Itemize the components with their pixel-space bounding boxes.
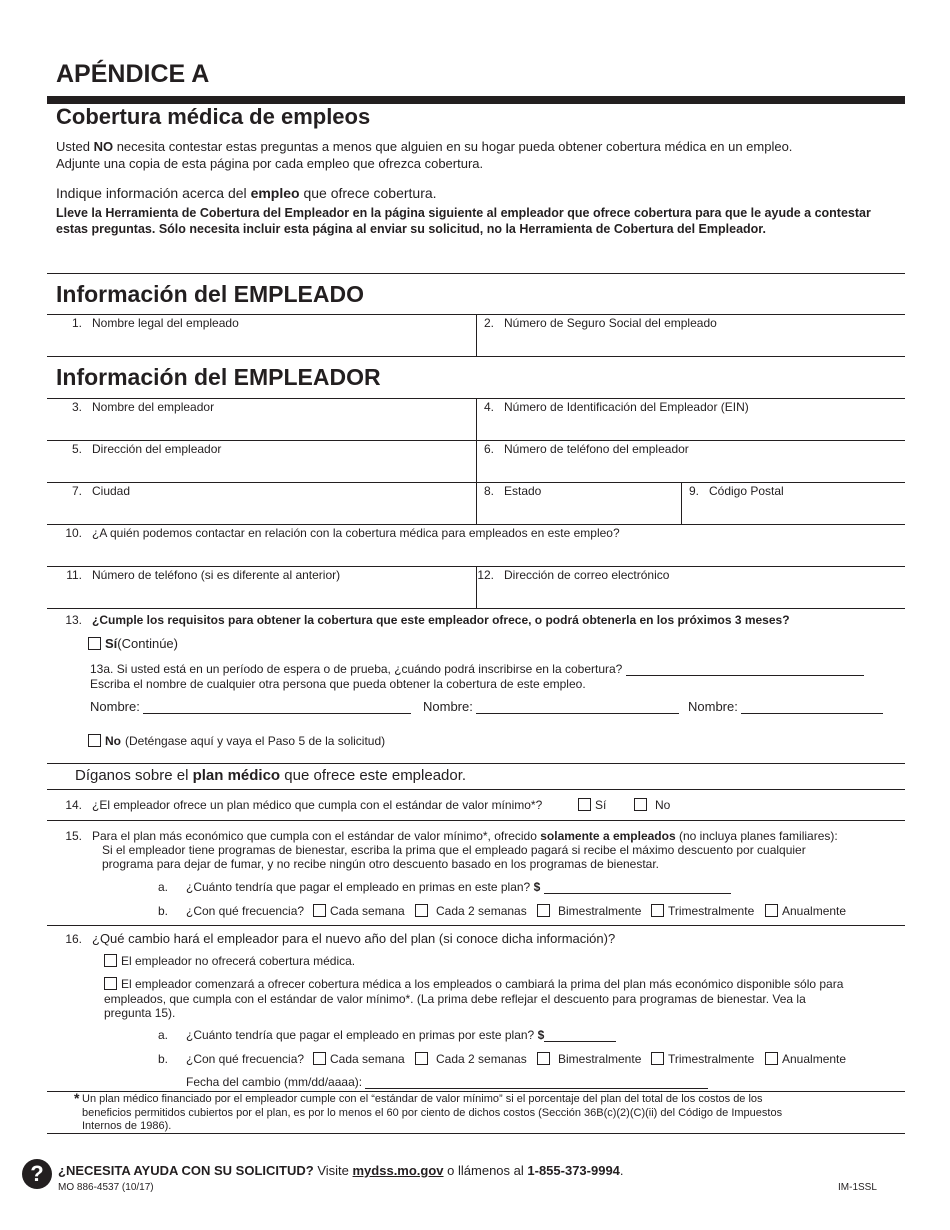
q15-freq-yearly[interactable]: Anualmente [765,904,846,918]
checkbox[interactable] [415,904,428,917]
yes-checkbox[interactable] [88,637,101,650]
divider [476,398,477,524]
q13a-question: 13a. Si usted está en un período de espera o de prueba, ¿cuándo podrá inscribirse en la cobertura? [90,662,864,676]
divider [47,273,905,274]
yes-checkbox[interactable] [578,798,591,811]
appendix-title: APÉNDICE A [56,60,210,88]
q16-freq-quarterly[interactable]: Trimestralmente [651,1052,754,1066]
checkbox[interactable] [537,1052,550,1065]
checkbox[interactable] [104,977,117,990]
employer-address-field[interactable]: 5. Dirección del empleador [71,442,222,456]
header-divider [47,96,905,104]
checkbox[interactable] [765,1052,778,1065]
employee-name-field[interactable]: 1. Nombre legal del empleado [71,316,239,330]
name-input-2[interactable]: Nombre: [423,699,679,714]
q16-freq-biweekly[interactable]: Cada 2 semanas [415,1052,527,1066]
q16-question: 16. ¿Qué cambio hará el empleador para el nuevo año del plan (si conoce dicha información)? [65,931,616,946]
employer-name-field[interactable]: 3. Nombre del empleador [71,400,215,414]
instructions-text: Lleve la Herramienta de Cobertura del Empleador en la página siguiente al empleador que ofrece cobertura para que le ayude a contestar estas preguntas. Sólo necesita incluir esta página al enviar su solicitud, no la Herramienta de Cobertura del Empleador. [56,206,871,236]
q16b-question: b. ¿Con qué frecuencia? [158,1052,305,1066]
indicate-text: Indique información acerca del empleo que ofrece cobertura. [56,185,437,201]
divider [47,608,905,609]
q14-yes-option[interactable]: Sí [578,798,606,812]
q13-question: 13. ¿Cumple los requisitos para obtener la cobertura que este empleador ofrece, o podrá obtenerla en los próximos 3 meses? [65,613,790,627]
q15-line3: programa para dejar de fumar, y no recibe ningún otro descuento basado en los programas de bienestar. [102,857,660,871]
checkbox[interactable] [415,1052,428,1065]
q15-premium-input[interactable] [544,893,731,894]
q16-freq-yearly[interactable]: Anualmente [765,1052,846,1066]
contact-person-field[interactable]: 10. ¿A quién podemos contactar en relación con la cobertura médica para empleados en este empleo? [65,526,620,540]
footnote-text: Un plan médico financiado por el empleador cumple con el “estándar de valor mínimo” si el porcentaje del plan del total de los costos de los beneficios permitidos cubiertos por el plan, es por lo menos el 60 por ciento de dichos costos (Sección 36B(c)(2)(C)(ii) del Código de Impuestos Internos de 1986). [82,1093,783,1132]
state-field[interactable]: 8. Estado [483,484,542,498]
q16-premium-input[interactable] [544,1041,616,1042]
help-question-icon: ? [22,1159,52,1189]
q16a-question: a. ¿Cuánto tendría que pagar el empleado en primas por este plan? $ [158,1028,616,1042]
q16-freq-weekly[interactable]: Cada semana [313,1052,405,1066]
help-banner: ¿NECESITA AYUDA CON SU SOLICITUD? Visite mydss.mo.gov o llámenos al 1-855-373-9994. [58,1163,624,1178]
email-field[interactable]: 12. Dirección de correo electrónico [477,568,670,582]
checkbox[interactable] [537,904,550,917]
divider [47,789,905,790]
employer-heading: Información del EMPLEADOR [56,364,381,390]
footnote-star: * [74,1090,80,1106]
q15-freq-biweekly[interactable]: Cada 2 semanas [415,904,527,918]
q15-freq-quarterly[interactable]: Trimestralmente [651,904,754,918]
divider [47,524,905,525]
q15-line2: Si el empleador tiene programas de bienestar, escriba la prima que el empleado pagará si recibe el máximo descuento por cualquier [102,843,806,857]
q16-option-no-coverage[interactable]: El empleador no ofrecerá cobertura médica. [104,954,355,968]
change-date-input[interactable] [365,1088,708,1089]
q15-question: 15. Para el plan más económico que cumpla con el estándar de valor mínimo*, ofrecido solamente a empleados (no incluya planes familiares): [65,829,838,843]
divider [47,482,905,483]
checkbox[interactable] [765,904,778,917]
checkbox[interactable] [313,1052,326,1065]
q15a-question: a. ¿Cuánto tendría que pagar el empleado en primas en este plan? $ [158,880,731,894]
q16-freq-bimonthly[interactable]: Bimestralmente [537,1052,641,1066]
city-field[interactable]: 7. Ciudad [71,484,131,498]
checkbox[interactable] [104,954,117,967]
q14-no-option[interactable]: No [634,798,670,812]
contact-phone-field[interactable]: 11. Número de teléfono (si es diferente al anterior) [66,568,341,582]
divider [47,1091,905,1092]
plan-heading: Díganos sobre el plan médico que ofrece este empleador. [75,767,467,784]
no-checkbox[interactable] [634,798,647,811]
q13-no-option[interactable]: No (Deténgase aquí y vaya el Paso 5 de la solicitud) [88,734,385,748]
form-number: MO 886-4537 (10/17) [58,1182,154,1193]
no-checkbox[interactable] [88,734,101,747]
employee-ssn-field[interactable]: 2. Número de Seguro Social del empleado [483,316,717,330]
zip-field[interactable]: 9. Código Postal [688,484,784,498]
employee-heading: Información del EMPLEADO [56,281,364,307]
q16-option-change[interactable]: El empleador comenzará a ofrecer cobertura médica a los empleados o cambiará la prima del plan más económico disponible sólo para empleados, que cumpla con el estándar de valor mínimo*. (La prima debe reflejar el descuento para programas de bienestar. Vea la pregunta 15). [104,977,844,1020]
name-input-3[interactable]: Nombre: [688,699,883,714]
checkbox[interactable] [651,1052,664,1065]
section-title: Cobertura médica de empleos [56,104,371,129]
form-code: IM-1SSL [838,1182,877,1193]
checkbox[interactable] [313,904,326,917]
employer-ein-field[interactable]: 4. Número de Identificación del Empleador (EIN) [483,400,749,414]
q15b-question: b. ¿Con qué frecuencia? [158,904,305,918]
q13-write-names: Escriba el nombre de cualquier otra persona que pueda obtener la cobertura de este empleo. [90,677,586,691]
checkbox[interactable] [651,904,664,917]
divider [47,820,905,821]
name-input-1[interactable]: Nombre: [90,699,411,714]
employer-phone-field[interactable]: 6. Número de teléfono del empleador [483,442,689,456]
divider [47,1133,905,1134]
divider [47,440,905,441]
q13a-date-input[interactable] [626,675,864,676]
q13-yes-option[interactable]: Sí(Continúe) [88,636,178,651]
q15-freq-bimonthly[interactable]: Bimestralmente [537,904,641,918]
divider [47,925,905,926]
divider [47,763,905,764]
q14-question: 14. ¿El empleador ofrece un plan médico que cumpla con el estándar de valor mínimo*? [65,798,543,812]
divider [47,356,905,357]
website-link[interactable]: mydss.mo.gov [352,1163,444,1178]
q16-date-field: Fecha del cambio (mm/dd/aaaa): [186,1075,708,1089]
intro-text: Usted NO necesita contestar estas preguntas a menos que alguien en su hogar pueda obtener cobertura médica en un empleo. Adjunte una copia de esta página por cada empleo que ofrezca cobertura. [56,139,793,171]
q15-freq-weekly[interactable]: Cada semana [313,904,405,918]
